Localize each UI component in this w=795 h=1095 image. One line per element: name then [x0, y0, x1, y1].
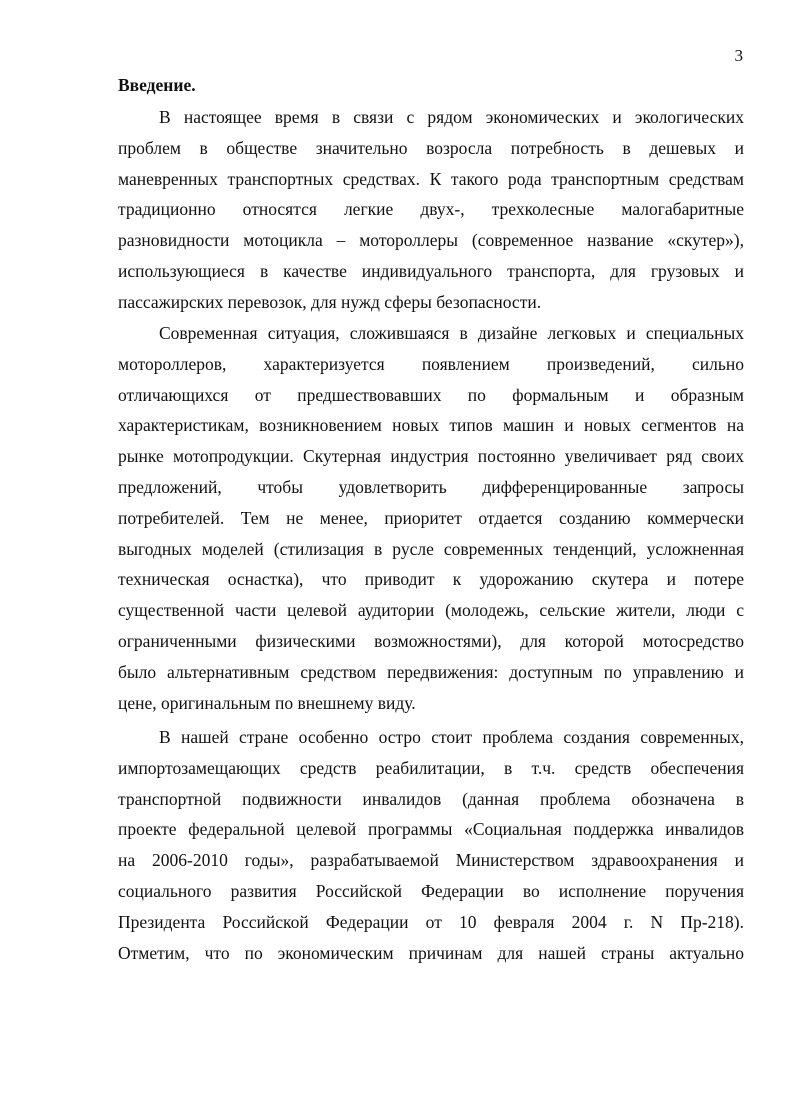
text-line: импортозамещающих средств реабилитации, в т.ч. средств обеспечения — [118, 757, 744, 778]
text-line: В настоящее время в связи с рядом экономических и экологических — [159, 107, 744, 127]
text-line: на 2006-2010 годы», разрабатываемой Министерством здравоохранения и — [118, 850, 744, 871]
text-line: разновидности мотоцикла – мотороллеры (современное название «скутер»), — [118, 230, 744, 251]
page-number: 3 — [734, 46, 743, 65]
text-line: Президента Российской Федерации от 10 февраля 2004 г. N Пр-218). — [118, 911, 744, 932]
paragraph-3 — [118, 722, 744, 968]
text-line: характеристикам, возникновением новых типов машин и новых сегментов на — [118, 415, 744, 436]
text-line: цене, оригинальным по внешнему виду. — [118, 692, 416, 713]
text-line: проблем в обществе значительно возросла потребность в дешевых и — [118, 137, 744, 158]
text-line: Отметим, что по экономическим причинам для нашей страны актуально — [118, 942, 744, 963]
text-line: мотороллеров, характеризуется появлением произведений, сильно — [118, 353, 744, 374]
text-line: В нашей стране особенно остро стоит проблема создания современных, — [159, 727, 744, 747]
text-line: проекте федеральной целевой программы «Социальная поддержка инвалидов — [118, 819, 744, 840]
text-line: было альтернативным средством передвижения: доступным по управлению и — [118, 661, 744, 682]
text-line: пассажирских перевозок, для нужд сферы безопасности. — [118, 291, 542, 312]
text-line: традиционно относятся легкие двух-, трехколесные малогабаритные — [118, 199, 744, 220]
paragraph-2 — [118, 318, 744, 718]
text-line: отличающихся от предшествовавших по формальным и образным — [118, 384, 744, 405]
text-line: Современная ситуация, сложившаяся в дизайне легковых и специальных — [159, 323, 744, 343]
text-line: рынке мотопродукции. Скутерная индустрия постоянно увеличивает ряд своих — [118, 446, 744, 467]
text-line: социального развития Российской Федерации во исполнение поручения — [118, 880, 744, 901]
text-line: маневренных транспортных средствах. К такого рода транспортным средствам — [118, 168, 744, 189]
paragraph-1 — [118, 102, 744, 318]
text-line: существенной части целевой аудитории (молодежь, сельские жители, люди с — [118, 600, 744, 621]
text-line: транспортной подвижности инвалидов (данная проблема обозначена в — [118, 788, 744, 809]
text-line: техническая оснастка), что приводит к удорожанию скутера и потере — [118, 569, 744, 590]
text-line: выгодных моделей (стилизация в русле современных тенденций, усложненная — [118, 538, 744, 559]
text-line: предложений, чтобы удовлетворить дифференцированные запросы — [118, 476, 744, 497]
text-line: ограниченными физическими возможностями), для которой мотосредство — [118, 630, 744, 651]
section-heading: Введение. — [118, 75, 196, 95]
text-line: потребителей. Тем не менее, приоритет отдается созданию коммерчески — [118, 507, 744, 528]
text-line: использующиеся в качестве индивидуального транспорта, для грузовых и — [118, 260, 744, 281]
